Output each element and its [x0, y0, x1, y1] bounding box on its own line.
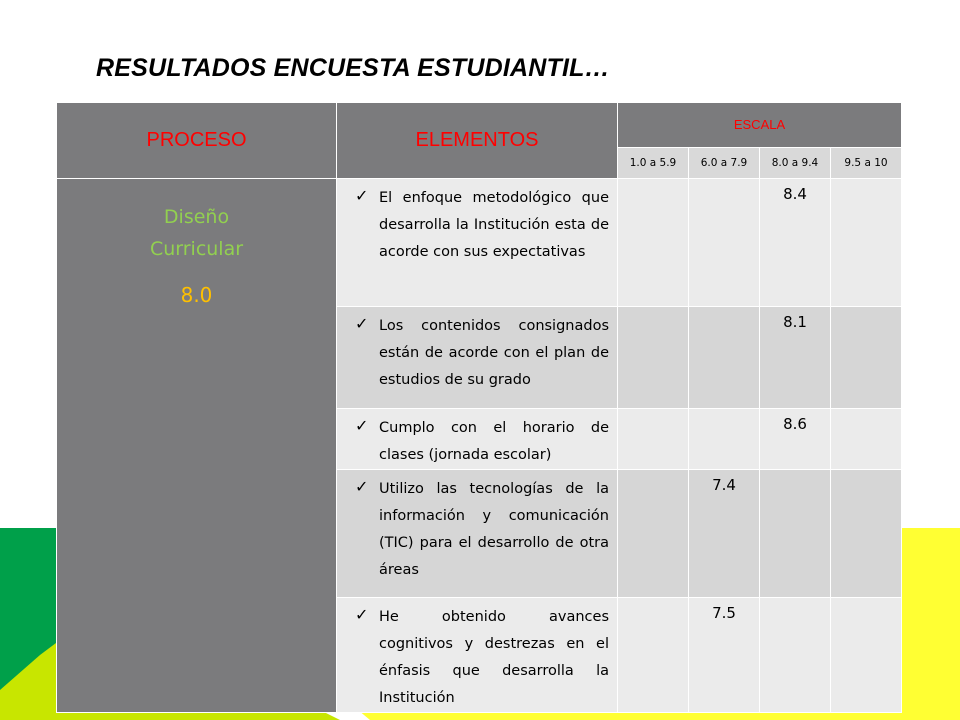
element-text: He obtenido avances cognitivos y destrezas en el énfasis que desarrolla la Institución	[379, 609, 609, 706]
checkmark-icon: ✓	[355, 186, 369, 205]
checkmark-icon: ✓	[355, 314, 369, 333]
score-cell	[760, 598, 831, 713]
checkmark-icon: ✓	[355, 416, 369, 435]
process-name: Diseño Curricular	[149, 206, 244, 260]
element-text: Cumplo con el horario de clases (jornada escolar)	[379, 420, 609, 463]
scale-range: 8.0 a 9.4	[760, 147, 831, 178]
checkmark-icon: ✓	[355, 605, 369, 624]
score-cell: 7.5	[689, 598, 760, 713]
yellow-band	[900, 528, 960, 720]
header-escala: ESCALA	[618, 103, 902, 148]
score-cell	[831, 307, 902, 409]
score-cell	[831, 409, 902, 470]
score-cell: 8.4	[760, 179, 831, 307]
element-text: Los contenidos consignados están de acorde con el plan de estudios de su grado	[379, 318, 609, 388]
process-cell	[57, 179, 337, 713]
page-title: RESULTADOS ENCUESTA ESTUDIANTIL…	[96, 54, 610, 82]
scale-range: 1.0 a 5.9	[618, 147, 689, 178]
process-score: 8.0	[180, 283, 213, 307]
score-cell: 7.4	[689, 470, 760, 598]
scale-range: 9.5 a 10	[831, 147, 902, 178]
element-text: El enfoque metodológico que desarrolla la Institución esta de acorde con sus expectativas	[379, 190, 609, 260]
checkmark-icon: ✓	[355, 477, 369, 496]
element-cell	[337, 470, 618, 598]
score-cell	[618, 470, 689, 598]
score-cell	[618, 179, 689, 307]
score-cell	[831, 179, 902, 307]
score-cell: 8.6	[760, 409, 831, 470]
score-cell	[831, 598, 902, 713]
element-text: Utilizo las tecnologías de la información y comunicación (TIC) para el desarrollo de otra áreas	[379, 481, 609, 578]
score-cell	[831, 470, 902, 598]
score-cell: 8.1	[760, 307, 831, 409]
score-cell	[618, 307, 689, 409]
score-cell	[618, 598, 689, 713]
score-cell	[618, 409, 689, 470]
scale-range: 6.0 a 7.9	[689, 147, 760, 178]
element-cell	[337, 179, 618, 307]
header-proceso: PROCESO	[57, 103, 337, 179]
header-elementos: ELEMENTOS	[337, 103, 618, 179]
element-cell	[337, 598, 618, 713]
survey-results-table	[56, 102, 902, 713]
score-cell	[689, 409, 760, 470]
element-cell	[337, 307, 618, 409]
element-cell	[337, 409, 618, 470]
score-cell	[689, 307, 760, 409]
score-cell	[689, 179, 760, 307]
score-cell	[760, 470, 831, 598]
